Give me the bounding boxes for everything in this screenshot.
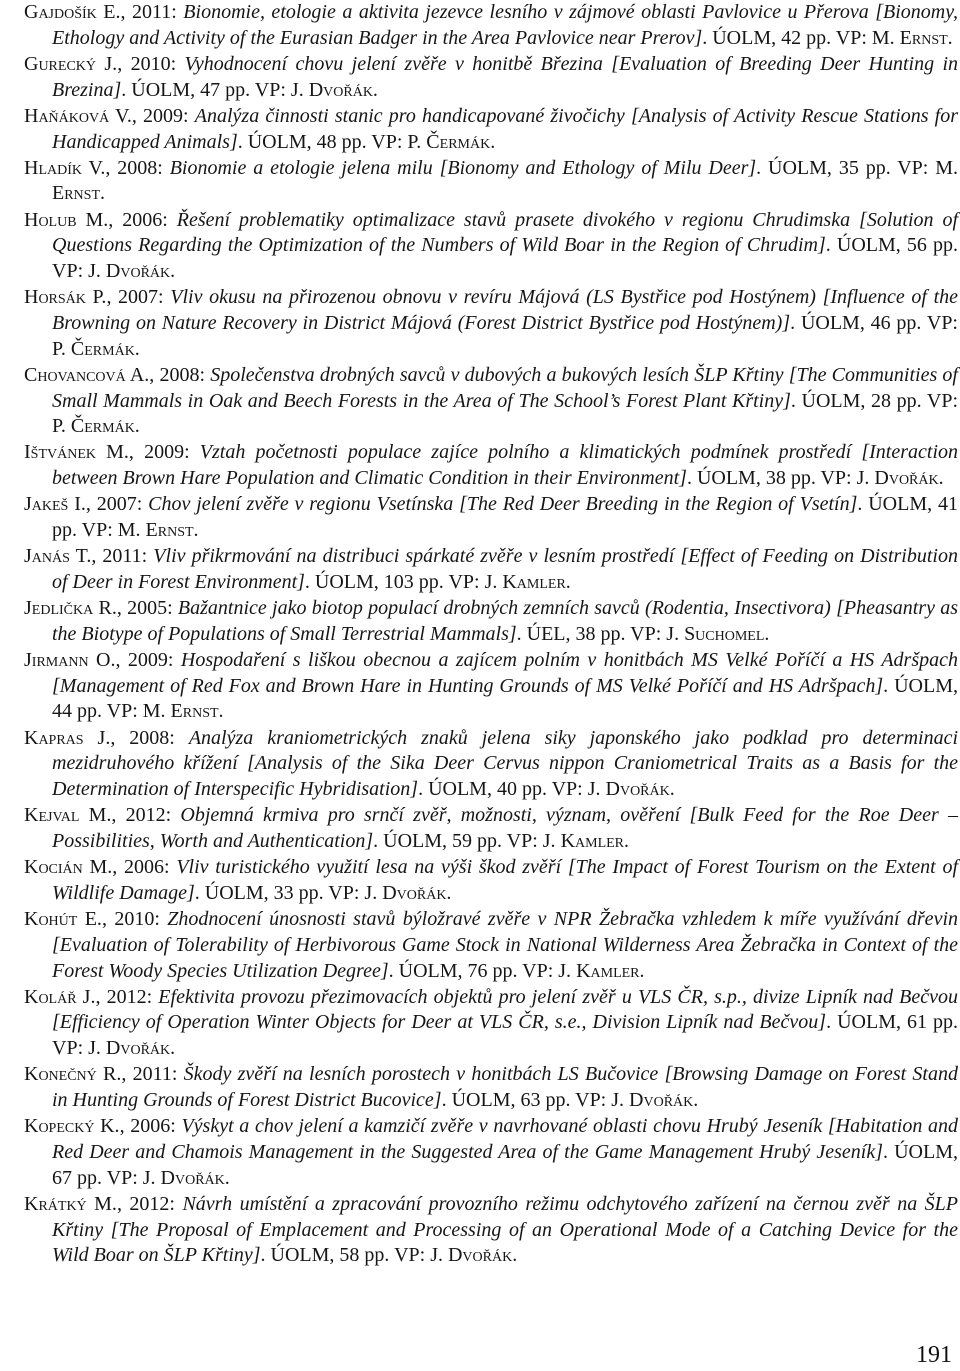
- entry-supervisor: Dvořák.: [605, 778, 675, 801]
- entry-year: , 2006:: [112, 856, 177, 879]
- entry-supervisor: Dvořák.: [308, 78, 378, 101]
- entry-year: , 2009:: [128, 441, 200, 464]
- entry-details: . ÚOLM, 56 pp. VP: J.: [52, 234, 959, 283]
- entry-details: . ÚOLM, 40 pp. VP: J.: [418, 778, 606, 801]
- entry-translation: [Bulk Feed for the Roe Deer – Possibilities, Worth and Authentication]: [52, 804, 958, 852]
- entry-title: Vliv okusu na přirozenou obnovu v revíru Májová (LS Bystřice pod Hostýnem): [170, 286, 816, 309]
- entry-translation: [Effect of Feeding on Distribution of Deer in Forest Environment]: [52, 545, 958, 593]
- bibliography-entry: [24, 544, 958, 595]
- entry-supervisor: Dvořák.: [629, 1089, 699, 1112]
- entry-title: Efektivita provozu přezimovacích objektů pro jelení zvěř u VLS ČR, s.p., divize Lipník nad Bečvou: [158, 985, 959, 1008]
- entry-author: Jirmann O.: [24, 649, 116, 672]
- entry-details: . ÚOLM, 33 pp. VP: J.: [194, 881, 383, 904]
- bibliography-entry: [24, 803, 958, 854]
- entry-details: . ÚOLM, 61 pp. VP: J.: [52, 1011, 959, 1060]
- bibliography-entry: [24, 855, 958, 906]
- entry-supervisor: Čermák.: [70, 337, 140, 360]
- entry-year: , 2010:: [117, 52, 185, 75]
- entry-year: , 2009:: [131, 104, 195, 127]
- entry-author: Ištvánek M.: [24, 441, 129, 464]
- entry-translation: [Habitation and Red Deer and Chamois Management in the Suggested Area of the Game Management Hrubý Jeseník]: [52, 1115, 958, 1163]
- entry-supervisor: Dvořák.: [874, 467, 944, 490]
- entry-details: . ÚOLM, 35 pp. VP: M.: [756, 156, 958, 179]
- bibliography-entry: [24, 363, 958, 440]
- entry-title: Objemná krmiva pro srnčí zvěř, možnosti, význam, ověření: [180, 804, 681, 827]
- entry-author: Kopecký K.: [24, 1115, 120, 1138]
- bibliography-entry: [24, 726, 958, 803]
- entry-title: Zhodnocení únosnosti stavů býložravé zvěře v NPR Žebračka vzhledem k míře využívání dřevin: [167, 908, 958, 931]
- entry-author: Krátký M.: [24, 1192, 117, 1215]
- entry-supervisor: Kamler.: [502, 570, 571, 593]
- entry-details: . ÚOLM, 59 pp. VP: J.: [373, 830, 561, 852]
- bibliography-list: [24, 0, 958, 1269]
- entry-title: Návrh umístění a zpracování provozního režimu odchytového zařízení na černou zvěř na ŠLP Křtiny: [52, 1192, 959, 1241]
- entry-supervisor: Ernst.: [52, 182, 106, 205]
- entry-title: Bionomie a etologie jelena milu: [169, 156, 433, 179]
- bibliography-entry: [24, 208, 958, 285]
- bibliography-entry: [24, 156, 958, 207]
- entry-supervisor: Kamler.: [560, 830, 630, 852]
- bibliography-entry: [24, 1192, 958, 1269]
- entry-author: Gajdošík E.: [24, 1, 121, 23]
- entry-details: . ÚOLM, 42 pp. VP: M.: [702, 26, 900, 49]
- entry-translation: [Influence of the Browning on Nature Recovery in District Májová (Forest District Bystřice pod Hostýnem)]: [52, 286, 959, 334]
- entry-details: . ÚOLM, 48 pp. VP: P.: [237, 130, 427, 153]
- entry-translation: [Management of Red Fox and Brown Hare in Hunting Grounds of MS Velké Poříčí and HS Adršpach]: [52, 674, 884, 697]
- entry-title: Společenstva drobných savců v dubových a bukových lesích ŠLP Křtiny: [210, 363, 784, 386]
- entry-details: . ÚEL, 38 pp. VP: J.: [516, 622, 685, 645]
- entry-year: , 2011:: [91, 545, 154, 568]
- entry-author: Haňáková V.: [24, 104, 132, 127]
- entry-year: , 2007:: [106, 286, 171, 309]
- bibliography-entry: [24, 285, 958, 362]
- entry-supervisor: Dvořák.: [105, 260, 176, 283]
- entry-year: , 2010:: [101, 908, 168, 931]
- entry-year: , 2005:: [116, 597, 178, 620]
- entry-title: Bionomie, etologie a aktivita jezevce lesního v zájmové oblasti Pavlovice u Přerova: [183, 1, 869, 23]
- bibliography-entry: [24, 985, 958, 1062]
- entry-author: Jakeš I.: [24, 493, 86, 516]
- entry-title: Vliv přikrmování na distribuci spárkaté zvěře v lesním prostředí: [153, 545, 675, 568]
- bibliography-entry: [24, 1062, 958, 1113]
- entry-year: , 2007:: [85, 493, 149, 516]
- bibliography-entry: [24, 440, 958, 491]
- entry-author: Chovancová A.: [24, 363, 150, 386]
- entry-title: Analýza činnosti stanic pro handicapované živočichy: [194, 104, 625, 127]
- entry-author: Konečný R.: [24, 1063, 122, 1086]
- entry-supervisor: Dvořák.: [105, 1037, 176, 1060]
- entry-year: , 2006:: [119, 1115, 182, 1138]
- entry-translation: [The Proposal of Emplacement and Processing of an Operational Mode of a Catching Device for the Wild Boar on ŠLP Křtiny]: [52, 1218, 958, 1267]
- entry-translation: [The Communities of Small Mammals in Oak and Beech Forests in the Area of The School’s Forest Plant Křtiny]: [52, 363, 958, 412]
- bibliography-entry: [24, 648, 958, 725]
- entry-supervisor: Čermák.: [426, 130, 496, 153]
- bibliography-entry: [24, 0, 958, 51]
- bibliography-entry: [24, 104, 958, 155]
- entry-author: Kocián M.: [24, 856, 113, 879]
- entry-year: , 2011:: [120, 1, 184, 23]
- entry-supervisor: Kamler.: [576, 959, 645, 982]
- entry-details: . ÚOLM, 47 pp. VP: J.: [121, 78, 309, 101]
- entry-author: Horsák P.: [24, 286, 107, 309]
- entry-author: Gurecký J.: [24, 52, 118, 75]
- entry-author: Kapras J.: [24, 726, 111, 749]
- entry-year: , 2011:: [121, 1063, 184, 1086]
- entry-year: , 2008:: [110, 726, 189, 749]
- entry-title: Bažantnice jako biotop populací drobných zemních savců (Rodentia, Insectivora): [177, 597, 831, 620]
- entry-year: , 2012:: [116, 1192, 183, 1215]
- entry-year: , 2008:: [149, 363, 211, 386]
- entry-details: . ÚOLM, 103 pp. VP: J.: [304, 570, 503, 593]
- entry-year: , 2012:: [95, 985, 159, 1008]
- entry-author: Kejval M.: [24, 804, 112, 827]
- entry-year: , 2012:: [111, 804, 181, 827]
- entry-supervisor: Ernst.: [170, 700, 224, 723]
- entry-details: . ÚOLM, 76 pp. VP: J.: [388, 959, 577, 982]
- entry-translation: [The Impact of Forest Tourism on the Extent of Wildlife Damage]: [52, 856, 959, 904]
- entry-translation: [Browsing Damage on Forest Stand in Hunting Grounds of Forest District Bucovice]: [52, 1063, 958, 1112]
- entry-details: . ÚOLM, 28 pp. VP: P.: [52, 389, 958, 438]
- entry-translation: [Solution of Questions Regarding the Optimization of the Numbers of Wild Boar in the Region of Chrudim]: [52, 208, 959, 257]
- entry-title: Škody zvěří na lesních porostech v honitbách LS Bučovice: [183, 1063, 659, 1086]
- entry-supervisor: Dvořák.: [160, 1166, 230, 1189]
- bibliography-entry: [24, 596, 958, 647]
- entry-author: Holub M.: [24, 208, 109, 231]
- entry-author: Janás T.: [24, 545, 92, 568]
- entry-title: Vliv turistického využití lesa na výši škod zvěří: [176, 856, 562, 879]
- entry-author: Hladík V.: [24, 156, 106, 179]
- entry-details: . ÚOLM, 67 pp. VP: J.: [52, 1140, 959, 1189]
- entry-details: . ÚOLM, 58 pp. VP: J.: [260, 1244, 448, 1267]
- entry-author: Kolář J.: [24, 985, 96, 1008]
- entry-year: , 2008:: [105, 156, 170, 179]
- entry-supervisor: Ernst.: [145, 519, 199, 542]
- entry-title: Vztah početnosti populace zajíce polního a klimatických podmínek prostředí: [199, 441, 852, 464]
- entry-translation: [The Red Deer Breeding in the Region of Vsetín]: [453, 493, 858, 516]
- entry-year: , 2006:: [108, 208, 177, 231]
- entry-translation: [Bionomy and Ethology of Milu Deer]: [432, 156, 757, 179]
- bibliography-entry: [24, 1114, 958, 1191]
- entry-supervisor: Dvořák.: [382, 881, 452, 904]
- page-number: 191: [916, 1342, 952, 1368]
- entry-details: . ÚOLM, 38 pp. VP: J.: [686, 467, 875, 490]
- entry-supervisor: Suchomel.: [684, 622, 770, 645]
- entry-translation: [Evaluation of Breeding Deer Hunting in Brezina]: [52, 52, 959, 101]
- entry-author: Jedlička R.: [24, 597, 117, 620]
- entry-details: . ÚOLM, 44 pp. VP: M.: [52, 674, 958, 723]
- entry-translation: [Pheasantry as the Biotype of Populations of Small Terrestrial Mammals]: [52, 597, 958, 645]
- entry-title: Analýza kraniometrických znaků jelena siky japonského jako podklad pro determinaci mezidruhového křížení: [52, 726, 958, 775]
- entry-supervisor: Čermák.: [70, 415, 140, 438]
- entry-translation: [Analysis of the Sika Deer Cervus nippon Craniometrical Traits as a Basis for the Determination of Interspecific Hybridisation]: [52, 752, 958, 801]
- entry-supervisor: Dvořák.: [447, 1244, 518, 1267]
- bibliography-entry: [24, 907, 958, 984]
- entry-details: . ÚOLM, 63 pp. VP: J.: [441, 1089, 630, 1112]
- entry-title: Vyhodnocení chovu jelení zvěře v honitbě Březina: [184, 52, 603, 75]
- entry-details: . ÚOLM, 46 pp. VP: P.: [52, 311, 958, 360]
- entry-author: Kohút E.: [24, 908, 102, 931]
- entry-title: Výskyt a chov jelení a kamzičí zvěře v navrhované oblasti chovu Hrubý Jeseník: [181, 1115, 823, 1138]
- entry-translation: [Interaction between Brown Hare Population and Climatic Condition in their Environment]: [52, 441, 958, 490]
- entry-translation: [Analysis of Activity Rescue Stations for Handicapped Animals]: [52, 104, 959, 153]
- entry-title: Chov jelení zvěře v regionu Vsetínska: [148, 493, 454, 516]
- entry-details: . ÚOLM, 41 pp. VP: M.: [52, 493, 958, 542]
- entry-supervisor: Ernst.: [899, 26, 953, 49]
- entry-translation: [Evaluation of Tolerability of Herbivorous Game Stock in National Wilderness Area Žebračka in Context of the Forest Woody Species Utilization Degree]: [52, 933, 958, 982]
- bibliography-entry: [24, 492, 958, 543]
- entry-title: Hospodaření s liškou obecnou a zajícem polním v honitbách MS Velké Poříčí a HS Adršpach: [180, 649, 958, 672]
- entry-year: , 2009:: [115, 649, 181, 672]
- entry-translation: [Efficiency of Operation Winter Objects for Deer at VLS ČR, s.e., Division Lipník nad Bečvou]: [52, 1011, 827, 1034]
- bibliography-entry: [24, 52, 958, 103]
- entry-title: Řešení problematiky optimalizace stavů prasete divokého v regionu Chrudimska: [176, 208, 851, 231]
- entry-translation: [Bionomy, Ethology and Activity of the Eurasian Badger in the Area Pavlovice near Prerov]: [52, 1, 958, 49]
